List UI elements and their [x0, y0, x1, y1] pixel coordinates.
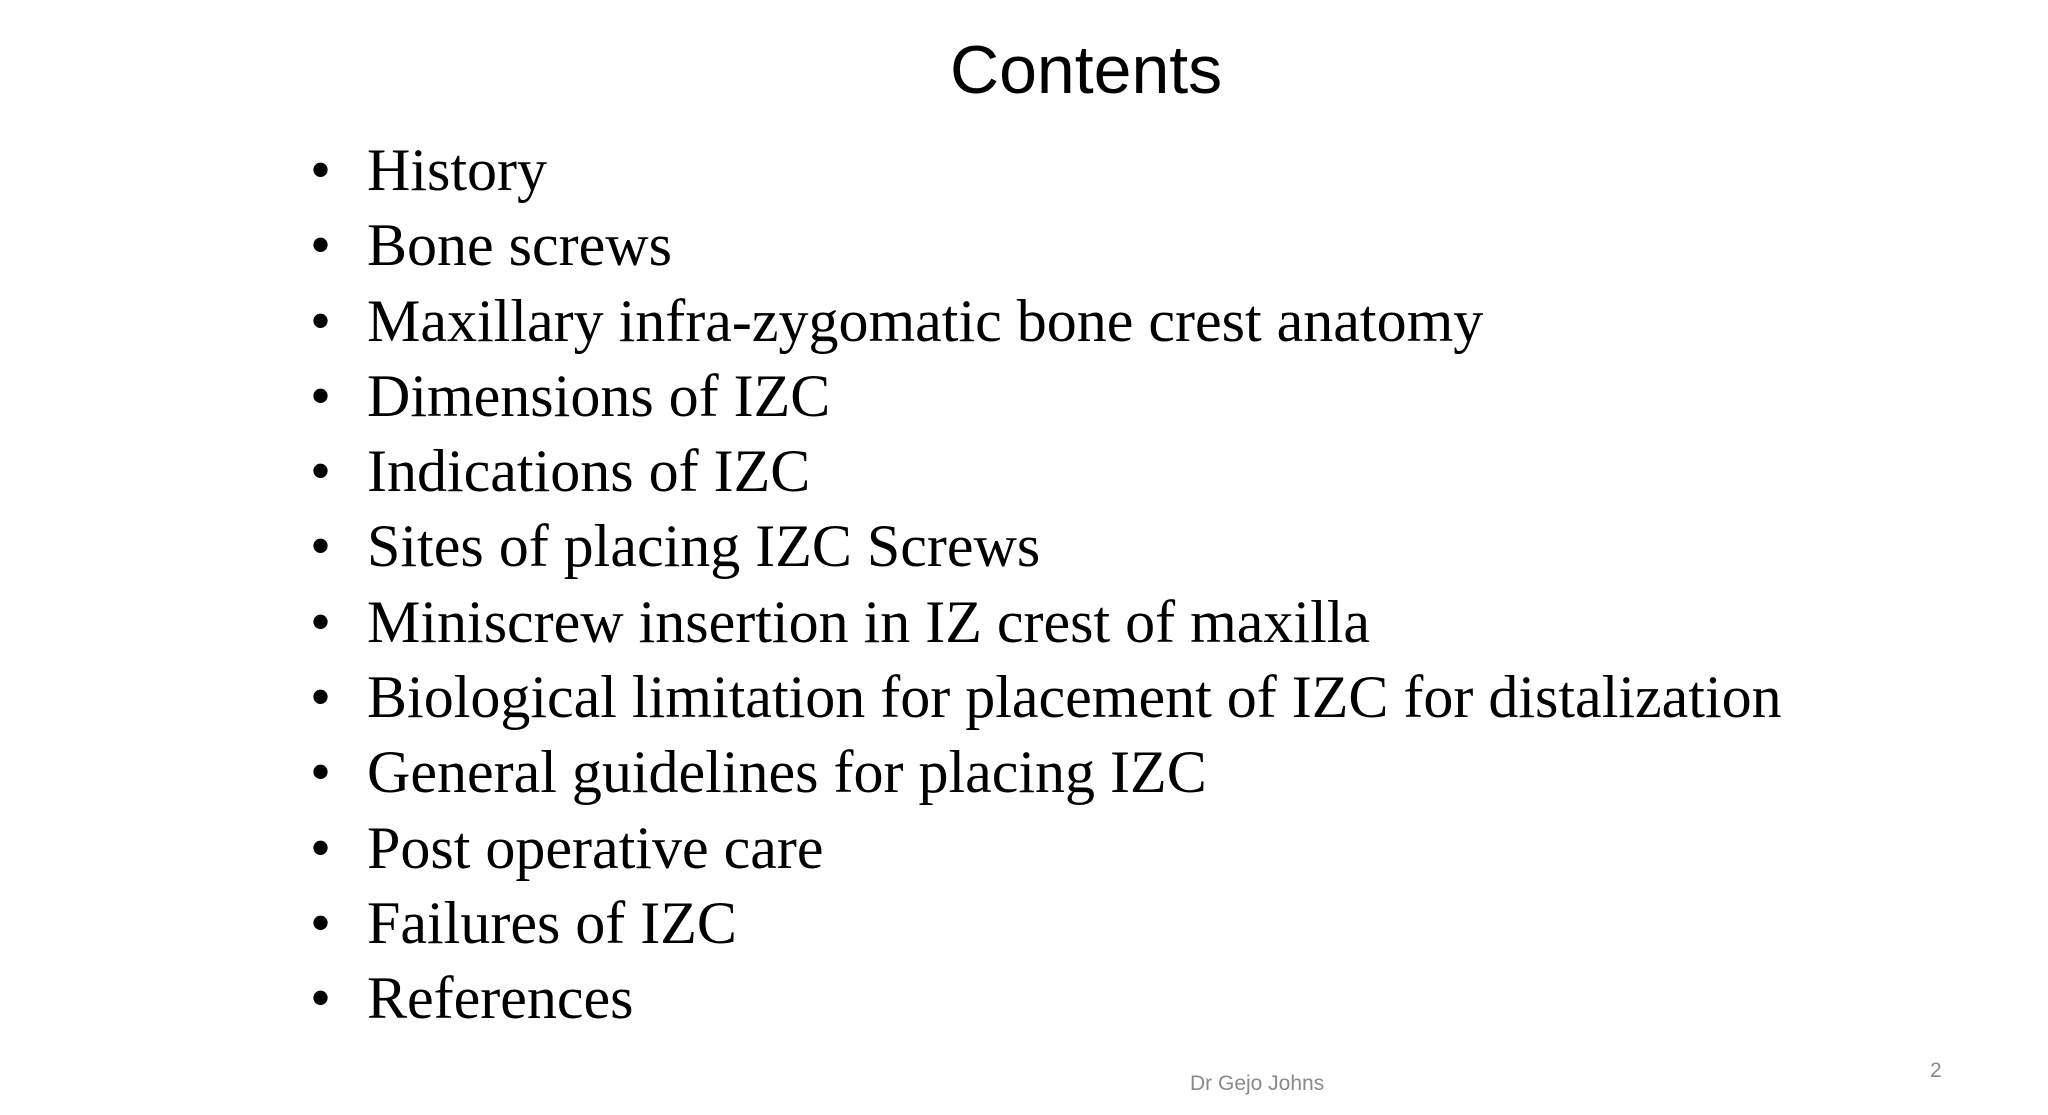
- bullet-icon: •: [310, 362, 332, 429]
- title-area: [0, 22, 2048, 118]
- list-item-text: Dimensions of IZC: [367, 362, 831, 429]
- slide-title: Contents: [950, 32, 1223, 108]
- list-item-text: Bone screws: [367, 212, 672, 279]
- list-item-text: History: [367, 137, 547, 203]
- list-item-text: Biological limitation for placement of IZC for distalization: [367, 664, 1782, 731]
- bullet-icon: •: [310, 438, 332, 505]
- bullet-icon: •: [310, 287, 332, 354]
- bullet-icon: •: [310, 513, 332, 580]
- bullet-icon: •: [310, 965, 332, 1032]
- bullet-icon: •: [310, 814, 332, 881]
- list-item-text: Failures of IZC: [367, 889, 737, 956]
- bullet-icon: •: [310, 664, 332, 731]
- list-item-text: Indications of IZC: [367, 438, 811, 505]
- bullet-icon: •: [310, 212, 332, 279]
- list-item-text: General guidelines for placing IZC: [367, 739, 1207, 806]
- page-number: 2: [1930, 1059, 1942, 1082]
- list-item-text: References: [367, 965, 634, 1032]
- bullet-icon: •: [310, 588, 332, 655]
- bullet-icon: •: [310, 137, 332, 203]
- footer-author: Dr Gejo Johns: [1190, 1072, 1325, 1095]
- list-item-text: Miniscrew insertion in IZ crest of maxilla: [367, 588, 1371, 655]
- list-item-text: Post operative care: [367, 814, 824, 881]
- bullet-icon: •: [310, 889, 332, 956]
- list-item-text: Maxillary infra-zygomatic bone crest anatomy: [367, 287, 1484, 354]
- bullet-icon: •: [310, 739, 332, 806]
- list-item-text: Sites of placing IZC Screws: [367, 513, 1041, 580]
